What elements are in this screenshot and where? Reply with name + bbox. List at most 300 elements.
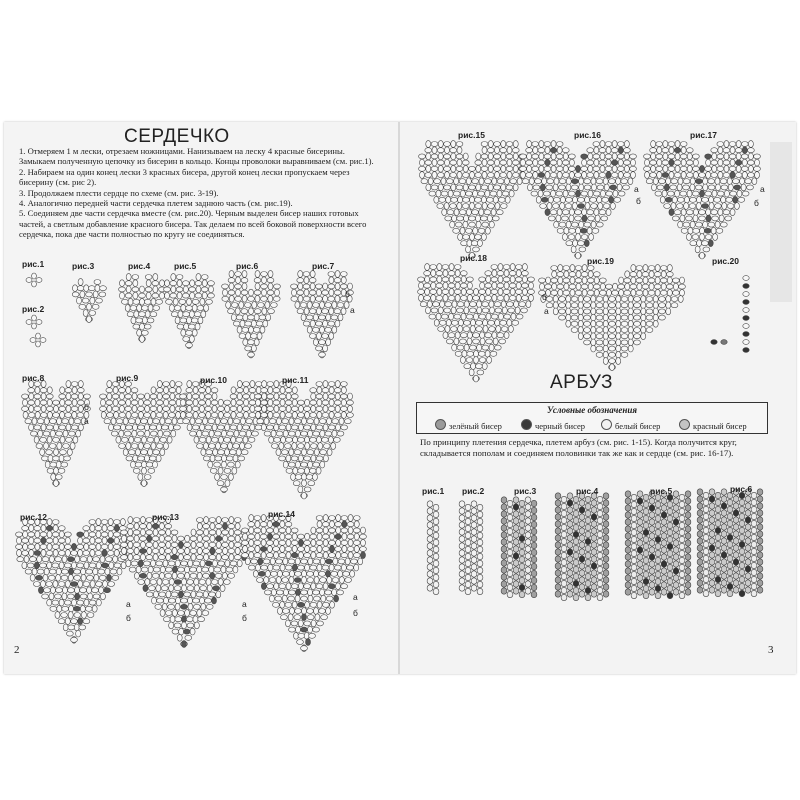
bead [36, 341, 41, 347]
heart-bead [321, 595, 326, 602]
heart-bead [474, 313, 479, 320]
heart-bead [509, 190, 514, 197]
watermelon-bead [465, 567, 471, 573]
heart-bead [203, 549, 210, 554]
heart-bead [180, 394, 187, 399]
heart-bead [298, 271, 303, 278]
heart-bead [443, 270, 448, 277]
heart-bead [533, 147, 538, 154]
heart-bead [306, 639, 311, 646]
heart-bead [591, 339, 596, 346]
heart-bead [314, 570, 319, 577]
heart-bead [672, 196, 677, 203]
heart-bead [316, 308, 321, 315]
heart-bead [153, 554, 158, 561]
watermelon-bead [643, 564, 649, 570]
heart-bead [267, 394, 274, 399]
heart-bead [231, 303, 238, 308]
heart-bead [732, 179, 739, 184]
heart-bead [166, 299, 173, 304]
heart-bead [521, 296, 528, 301]
heart-bead [46, 450, 53, 455]
heart-bead [214, 462, 221, 467]
heart-bead [316, 467, 321, 474]
heart-bead [156, 561, 163, 566]
watermelon-bead [649, 505, 655, 511]
watermelon-bead [733, 510, 739, 516]
heart-bead [164, 387, 169, 394]
heart-bead [660, 278, 667, 283]
watermelon-bead [727, 576, 733, 582]
heart-bead [742, 147, 747, 154]
heart-bead [268, 295, 273, 302]
heart-bead [680, 215, 685, 222]
heart-bead [616, 351, 621, 358]
join-bead [743, 300, 749, 305]
watermelon-bead [531, 577, 537, 583]
heart-bead [305, 564, 310, 571]
watermelon-bead [739, 520, 745, 526]
heart-bead [217, 406, 224, 411]
watermelon-bead [591, 556, 597, 562]
heart-bead [87, 575, 94, 580]
heart-bead [160, 437, 167, 442]
heart-bead [604, 184, 609, 191]
heart-bead [286, 583, 291, 590]
heart-bead [467, 332, 472, 339]
heart-bead [206, 299, 213, 304]
heart-bead [353, 540, 360, 545]
heart-bead [591, 221, 596, 228]
watermelon-bead [733, 573, 739, 579]
heart-bead [63, 430, 68, 437]
watermelon-bead [709, 503, 715, 509]
heart-bead [345, 578, 352, 583]
heart-bead [630, 272, 637, 277]
heart-bead [631, 265, 636, 272]
heart-bead [305, 443, 310, 450]
heart-bead [294, 578, 301, 583]
heart-bead [65, 618, 70, 625]
heart-bead [613, 283, 618, 290]
heart-bead [304, 584, 311, 589]
heart-bead [50, 587, 55, 594]
heart-bead [310, 437, 317, 442]
heart-bead [332, 326, 337, 333]
heart-bead [516, 295, 521, 302]
heart-bead [456, 185, 463, 190]
heart-bead [325, 327, 332, 332]
heart-bead [653, 320, 658, 327]
watermelon-bead [501, 546, 507, 552]
heart-bead [678, 221, 683, 228]
watermelon-bead [655, 564, 661, 570]
watermelon-bead [673, 505, 679, 511]
heart-bead [244, 399, 249, 406]
heart-bead [121, 437, 128, 442]
heart-bead [558, 265, 563, 272]
heart-bead [260, 547, 267, 552]
heart-bead [662, 190, 667, 197]
heart-bead [140, 536, 147, 541]
heart-bead [592, 228, 599, 233]
heart-bead [715, 178, 720, 185]
heart-bead [727, 178, 732, 185]
heart-bead [121, 555, 128, 560]
heart-bead [451, 197, 458, 202]
heart-bead [326, 570, 331, 577]
heart-bead [90, 550, 95, 557]
watermelon-bead [757, 489, 763, 495]
heart-bead [309, 309, 316, 314]
heart-bead [42, 557, 49, 562]
heart-bead [458, 326, 463, 333]
heart-bead [683, 185, 690, 190]
heart-bead [347, 547, 354, 552]
heart-bead [599, 290, 606, 295]
watermelon-bead [433, 532, 439, 538]
heart-bead [479, 314, 486, 319]
watermelon-bead [667, 501, 673, 507]
heart-bead [226, 567, 233, 572]
heart-bead [669, 209, 674, 216]
heart-bead [222, 572, 227, 579]
heart-bead [138, 425, 145, 430]
watermelon-bead [679, 550, 685, 556]
heart-bead [425, 288, 430, 295]
watermelon-bead [507, 521, 513, 527]
heart-bead [317, 533, 322, 540]
watermelon-bead [631, 557, 637, 563]
heart-bead [717, 142, 724, 147]
watermelon-bead [655, 508, 661, 514]
heart-bead [490, 191, 497, 196]
heart-bead [464, 364, 471, 369]
heart-bead [283, 430, 288, 437]
watermelon-bead [561, 594, 567, 600]
heart-bead [311, 527, 316, 534]
heart-bead [87, 303, 92, 310]
heart-bead [705, 235, 712, 240]
heart-bead [322, 413, 329, 418]
watermelon-bead [507, 584, 513, 590]
green-bead-icon [435, 419, 446, 430]
heart-bead [693, 159, 698, 166]
heart-bead [241, 278, 248, 283]
heart-bead [724, 141, 729, 148]
heart-bead [140, 336, 145, 343]
heart-bead [648, 278, 655, 283]
heart-bead [176, 412, 181, 419]
heart-bead [119, 388, 126, 393]
watermelon-bead [603, 577, 609, 583]
heart-bead [203, 443, 208, 450]
heart-bead [702, 241, 709, 246]
watermelon-bead [501, 574, 507, 580]
heart-bead [314, 418, 319, 425]
heart-bead [80, 588, 87, 593]
heart-bead [323, 345, 328, 352]
heart-bead [46, 425, 53, 430]
heart-bead [571, 222, 578, 227]
heart-bead [298, 455, 303, 462]
heart-bead [322, 534, 329, 539]
heart-bead [249, 289, 254, 296]
watermelon-bead [739, 506, 745, 512]
heart-bead [231, 387, 236, 394]
heart-bead [298, 583, 303, 590]
heart-bead [628, 327, 633, 334]
heart-bead [593, 154, 600, 159]
heart-bead [255, 533, 260, 540]
heart-bead [512, 173, 519, 178]
watermelon-bead [591, 535, 597, 541]
heart-bead [483, 326, 488, 333]
heart-bead [444, 154, 451, 159]
heart-bead [87, 556, 92, 563]
heart-bead [162, 580, 169, 585]
heart-bead [68, 625, 75, 630]
heart-bead [110, 569, 117, 574]
heart-bead [317, 621, 324, 626]
heart-bead [216, 554, 221, 561]
marker-a: а [544, 306, 549, 316]
heart-bead [557, 209, 562, 216]
heart-bead [142, 436, 147, 443]
heart-bead [339, 577, 344, 584]
watermelon-bead [667, 515, 673, 521]
heart-bead [433, 302, 440, 307]
heart-bead [243, 394, 250, 399]
heart-bead [494, 185, 501, 190]
heart-bead [165, 536, 172, 541]
heart-bead [135, 418, 140, 425]
heart-bead [596, 297, 603, 302]
heart-bead [454, 265, 461, 270]
heart-bead [298, 283, 303, 290]
heart-bead [358, 558, 363, 565]
watermelon-bead [573, 545, 579, 551]
heart-bead [216, 529, 221, 536]
heart-bead [516, 270, 521, 277]
watermelon-bead [667, 571, 673, 577]
heart-bead [208, 461, 213, 468]
heart-bead [22, 394, 29, 399]
heart-bead [256, 578, 263, 583]
heart-bead [466, 191, 473, 196]
watermelon-bead [567, 493, 573, 499]
watermelon-bead [591, 507, 597, 513]
watermelon-bead [513, 546, 519, 552]
heart-bead [573, 240, 578, 247]
heart-bead [558, 289, 563, 296]
heart-bead [320, 430, 325, 437]
heart-bead [684, 203, 689, 210]
heart-bead [274, 284, 281, 289]
heart-bead [572, 179, 579, 184]
heart-bead [332, 419, 339, 424]
heart-bead [659, 297, 666, 302]
heart-bead [23, 399, 28, 406]
heart-bead [274, 393, 279, 400]
heart-bead [246, 419, 253, 424]
heart-bead [180, 406, 187, 411]
heart-bead [651, 153, 656, 160]
heart-bead [522, 276, 527, 283]
heart-bead [437, 264, 442, 271]
watermelon-bead [697, 524, 703, 530]
watermelon-bead [751, 506, 757, 512]
heart-bead [95, 582, 102, 587]
heart-bead [353, 528, 360, 533]
heart-bead [210, 572, 215, 579]
heart-bead [310, 271, 315, 278]
heart-bead [494, 166, 501, 171]
watermelon-bead [649, 519, 655, 525]
heart-bead [187, 580, 194, 585]
heart-bead [210, 468, 217, 473]
heart-bead [107, 526, 114, 531]
heart-bead [144, 299, 151, 304]
watermelon-bead [721, 496, 727, 502]
heart-bead [470, 319, 475, 326]
heart-bead [23, 412, 28, 419]
heart-bead [329, 289, 334, 296]
heart-bead [201, 275, 208, 280]
heart-bead [285, 602, 292, 607]
heart-bead [578, 241, 585, 246]
heart-bead [341, 412, 346, 419]
heart-bead [88, 286, 95, 291]
heart-bead [591, 345, 596, 352]
heart-bead [190, 418, 195, 425]
watermelon-bead [673, 491, 679, 497]
heart-bead [145, 311, 150, 318]
booklet-spread [4, 122, 796, 674]
heart-bead [310, 547, 317, 552]
heart-bead [298, 400, 305, 405]
heart-bead [666, 272, 673, 277]
heart-bead [478, 351, 485, 356]
heart-bead [133, 292, 138, 299]
heart-bead [267, 425, 274, 430]
heart-bead [277, 590, 284, 595]
heart-bead [588, 153, 593, 160]
heart-bead [90, 525, 95, 532]
heart-bead [348, 552, 353, 559]
heart-bead [262, 308, 267, 315]
heart-bead [46, 551, 53, 556]
heart-bead [260, 534, 267, 539]
heart-bead [419, 166, 426, 171]
watermelon-bead [625, 540, 631, 546]
heart-bead [308, 430, 313, 437]
heart-bead [107, 551, 114, 556]
heart-bead [304, 621, 311, 626]
heart-bead [637, 271, 642, 278]
heart-bead [476, 184, 481, 191]
heart-bead [432, 147, 437, 154]
heart-bead [327, 418, 332, 425]
heart-bead [229, 517, 234, 524]
heart-bead [310, 388, 317, 393]
watermelon-bead [597, 587, 603, 593]
watermelon-bead [567, 514, 573, 520]
watermelon-bead [459, 508, 465, 514]
heart-bead [337, 431, 344, 436]
heart-bead [218, 399, 223, 406]
heart-bead [496, 326, 501, 333]
heart-bead [630, 166, 637, 171]
heart-bead [431, 154, 438, 159]
watermelon-bead [471, 529, 477, 535]
heart-bead [283, 461, 288, 468]
heart-bead [310, 283, 315, 290]
heart-bead [461, 241, 468, 246]
watermelon-bead [531, 591, 537, 597]
heart-bead [255, 564, 260, 571]
heart-bead [78, 381, 83, 388]
heart-bead [208, 281, 215, 286]
heart-bead [84, 394, 91, 399]
heart-bead [281, 450, 288, 455]
watermelon-bead [745, 517, 751, 523]
heart-bead [156, 444, 163, 449]
heart-bead [112, 575, 119, 580]
heart-bead [335, 283, 340, 290]
heart-bead [512, 148, 519, 153]
heart-bead [248, 522, 255, 527]
join-bead [743, 292, 749, 297]
heart-bead [160, 280, 165, 287]
heart-bead [225, 424, 230, 431]
heart-bead [634, 340, 641, 345]
watermelon-bead [733, 524, 739, 530]
heart-bead [560, 203, 565, 210]
watermelon-bead [585, 545, 591, 551]
heart-bead [553, 184, 558, 191]
heart-bead [84, 562, 89, 569]
watermelon-bead [733, 566, 739, 572]
heart-bead [301, 462, 308, 467]
heart-bead [309, 468, 316, 473]
heart-bead [578, 197, 585, 202]
heart-bead [342, 521, 347, 528]
watermelon-bead [501, 532, 507, 538]
heart-bead [163, 412, 168, 419]
heart-bead [322, 602, 329, 607]
heart-bead [600, 165, 605, 172]
heart-bead [271, 430, 276, 437]
heart-bead [434, 179, 441, 184]
heart-bead [591, 302, 596, 309]
heart-bead [34, 562, 39, 569]
heart-bead [507, 159, 512, 166]
heart-bead [569, 172, 574, 179]
heart-bead [718, 209, 723, 216]
watermelon-bead [697, 559, 703, 565]
heart-bead [92, 605, 97, 612]
heart-bead [361, 539, 366, 546]
heart-bead [621, 315, 628, 320]
heart-bead [113, 399, 118, 406]
page-number: 3 [768, 644, 774, 656]
heart-bead [254, 516, 261, 521]
heart-bead [172, 548, 177, 555]
heart-bead [192, 382, 199, 387]
heart-bead [89, 532, 96, 537]
heart-bead [686, 216, 693, 221]
